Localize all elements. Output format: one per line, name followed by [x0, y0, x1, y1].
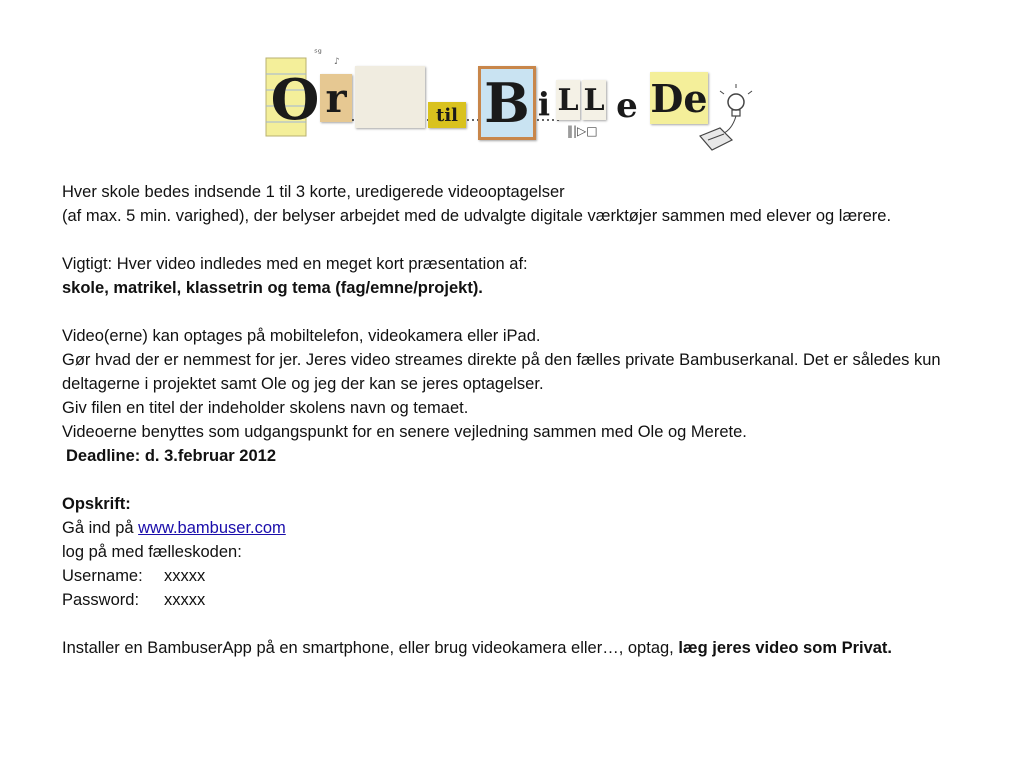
- goto-line: [62, 516, 982, 540]
- password-value: xxxxx: [164, 591, 206, 609]
- svg-text:‖|▷□: ‖|▷□: [567, 124, 598, 138]
- svg-text:ˢᵍ: ˢᵍ: [314, 48, 322, 59]
- bambuser-link[interactable]: www.bambuser.com: [138, 519, 286, 537]
- logo-letter-O: O: [270, 67, 320, 133]
- document-body: [62, 180, 982, 660]
- video-streaming-line: Gør hvad der er nemmest for jer. Jeres video streames direkte på den fælles private Bambuserkanal. Det er således kun deltagerne i projektet samt Ole og jeg der kan se jeres optagelser.: [62, 351, 941, 393]
- logo-letter-e: e: [616, 86, 638, 126]
- password-line: [62, 588, 982, 612]
- important-details: skole, matrikel, klassetrin og tema (fag/emne/projekt).: [62, 279, 483, 297]
- install-bold: læg jeres video som Privat.: [678, 639, 893, 657]
- logo-letter-r: r: [320, 74, 352, 122]
- video-devices-line: Video(erne) kan optages på mobiltelefon, videokamera eller iPad.: [62, 327, 541, 345]
- svg-text:♪: ♪: [334, 57, 340, 67]
- username-line: [62, 564, 982, 588]
- intro-line-1: Hver skole bedes indsende 1 til 3 korte, uredigerede videooptagelser: [62, 183, 565, 201]
- logo-letter-B: B: [478, 66, 536, 140]
- logo-letter-D: [355, 66, 425, 128]
- intro-line-2: (af max. 5 min. varighed), der belyser arbejdet med de udvalgte digitale værktøjer sammen med elever og lærere.: [62, 207, 892, 225]
- important-line: Vigtigt: Hver video indledes med en meget kort præsentation af:: [62, 255, 528, 273]
- logo-word-til: til: [428, 102, 466, 128]
- logo-letter-L2: L: [582, 80, 606, 120]
- username-label: Username:: [62, 567, 143, 585]
- logo-letters-De: De: [650, 72, 708, 124]
- logo-letter-L1: L: [556, 80, 580, 120]
- install-line: [62, 636, 982, 660]
- video-usage-line: Videoerne benyttes som udgangspunkt for en senere vejledning sammen med Ole og Merete.: [62, 423, 747, 441]
- goto-prefix: Gå ind på: [62, 519, 139, 537]
- video-title-line: Giv filen en titel der indeholder skolens navn og temaet.: [62, 399, 469, 417]
- logo-letter-i: i: [537, 85, 551, 123]
- username-value: xxxxx: [164, 567, 206, 585]
- recipe-heading: Opskrift:: [62, 495, 131, 513]
- ord-til-billede-logo: [262, 44, 757, 156]
- password-label: Password:: [62, 591, 140, 609]
- install-prefix: Installer en BambuserApp på en smartphone, eller brug videokamera eller…, optag,: [62, 639, 679, 657]
- deadline: Deadline: d. 3.februar 2012: [66, 447, 276, 465]
- login-line: log på med fælleskoden:: [62, 543, 242, 561]
